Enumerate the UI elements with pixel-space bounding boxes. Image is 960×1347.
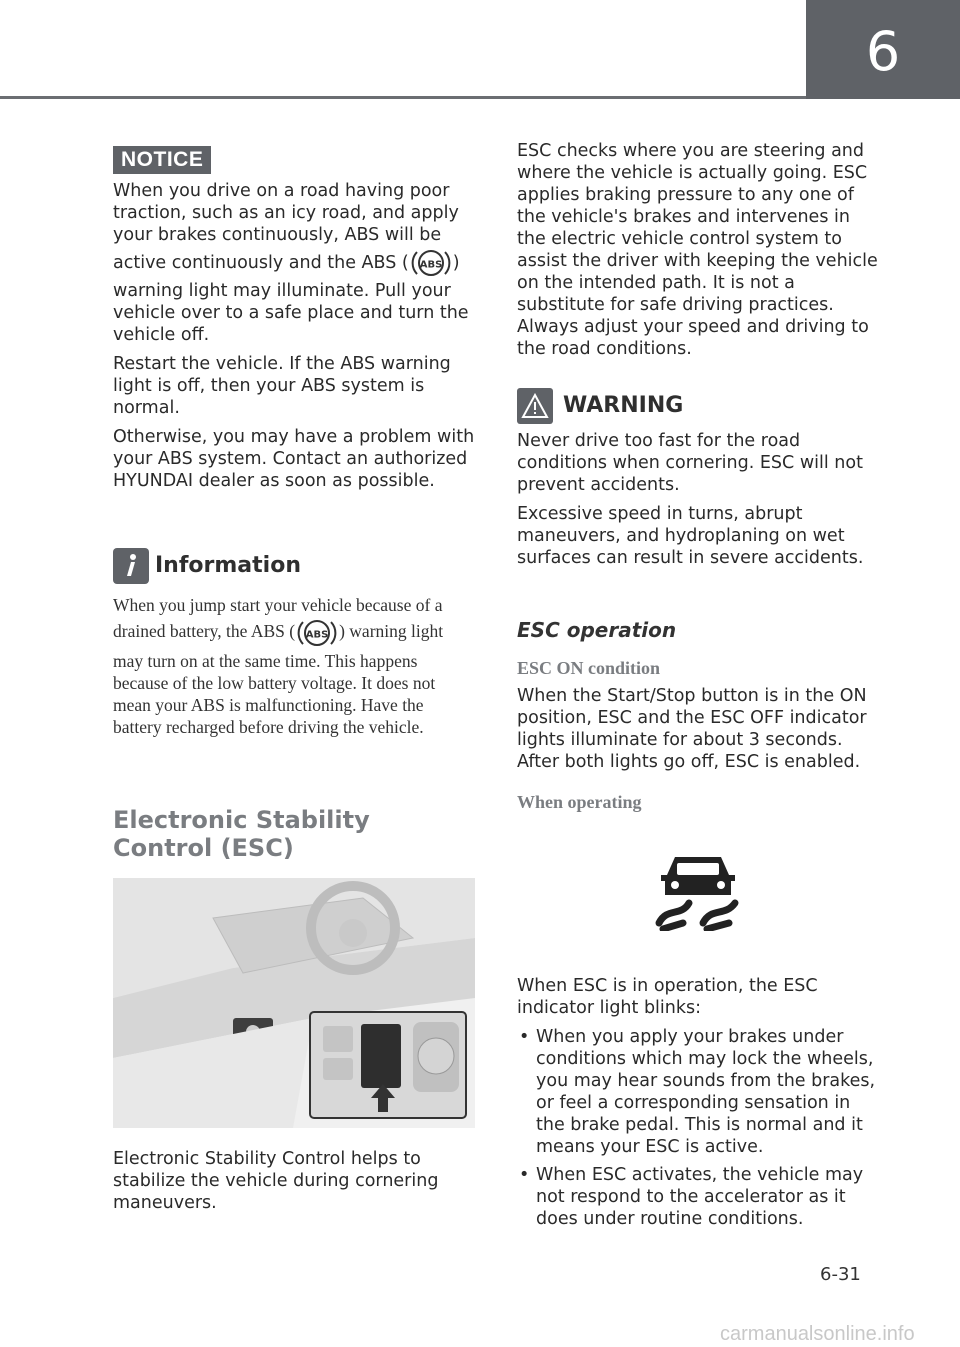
- esc-on-condition-title: ESC ON condition: [517, 658, 661, 678]
- warning-header: [517, 388, 879, 424]
- esc-section-title: Electronic Stability Control (ESC): [113, 806, 370, 862]
- warning-title: WARNING: [563, 393, 684, 418]
- information-title: Information: [155, 553, 301, 578]
- info-icon: [113, 548, 149, 584]
- abs-icon-label: ABS: [419, 259, 443, 271]
- esc-indicator-icon-wrap: [517, 851, 879, 931]
- abs-warning-icon: [411, 246, 451, 280]
- notice-paragraph-3: Otherwise, you may have a problem with your ABS system. Contact an authorized HYUNDAI dealer as soon as possible.: [113, 427, 475, 491]
- bullet-item: • When ESC activates, the vehicle may not respond to the accelerator as it does under routine conditions.: [517, 1164, 879, 1230]
- esc-intro: Electronic Stability Control helps to stabilize the vehicle during cornering maneuvers.: [113, 1149, 439, 1213]
- notice-paragraph-1: [113, 180, 475, 346]
- esc-button-photo: [113, 878, 475, 1128]
- right-column: [517, 140, 879, 1236]
- esc-on-condition-text: When the Start/Stop button is in the ON position, ESC and the ESC OFF indicator lights illuminate for about 3 seconds. After both lights go off, ESC is enabled.: [517, 686, 867, 772]
- information-text-before: When you jump start your vehicle because of a drained battery, the ABS (: [113, 595, 443, 642]
- esc-indicator-icon: [653, 851, 743, 931]
- notice-paragraph-2: Restart the vehicle. If the ABS warning light is off, then your ABS system is normal.: [113, 354, 451, 418]
- bullet-item: • When you apply your brakes under conditions which may lock the wheels, you may hear sounds from the brakes, or feel a corresponding sensation in the brake pedal. This is normal and it means your ESC is active.: [517, 1026, 879, 1158]
- warning-paragraph-2: Excessive speed in turns, abrupt maneuvers, and hydroplaning on wet surfaces can result in severe accidents.: [517, 504, 864, 568]
- watermark: carmanualsonline.info: [720, 1323, 915, 1345]
- warning-paragraph-1: Never drive too fast for the road conditions when cornering. ESC will not prevent accidents.: [517, 431, 863, 495]
- information-text: [113, 594, 475, 738]
- notice-text-after: ) warning light may illuminate. Pull your vehicle over to a safe place and turn the vehicle off.: [113, 253, 469, 345]
- esc-description: ESC checks where you are steering and where the vehicle is actually going. ESC applies braking pressure to any one of the vehicle's brakes and intervenes in the electric vehicle control system to assist the driver with keeping the vehicle on the intended path. It is not a substitute for safe driving practices. Always adjust your speed and driving to the road conditions.: [517, 141, 878, 359]
- chapter-tab: 6: [806, 0, 960, 99]
- page-number: 6-31: [820, 1264, 861, 1285]
- header-rule: [0, 96, 806, 99]
- notice-badge: NOTICE: [113, 146, 211, 174]
- warning-triangle-icon: [517, 388, 553, 424]
- information-header: [113, 548, 475, 584]
- abs-icon-label: ABS: [305, 629, 329, 641]
- left-column: [113, 146, 475, 1221]
- esc-operation-title: ESC operation: [517, 618, 677, 642]
- abs-warning-icon: [297, 616, 337, 650]
- notice-text-before: When you drive on a road having poor traction, such as an icy road, and apply your brakes continuously, ABS will be active continuously and the ABS (: [113, 181, 459, 273]
- information-text-after: ) warning light may turn on at the same time. This happens because of the low battery voltage. It does not mean your ABS is malfunctioning. Have the battery recharged before driving the vehicle.: [113, 621, 444, 737]
- operating-bullets: [517, 1026, 879, 1230]
- operating-text: When ESC is in operation, the ESC indicator light blinks:: [517, 976, 818, 1018]
- when-operating-title: When operating: [517, 792, 642, 812]
